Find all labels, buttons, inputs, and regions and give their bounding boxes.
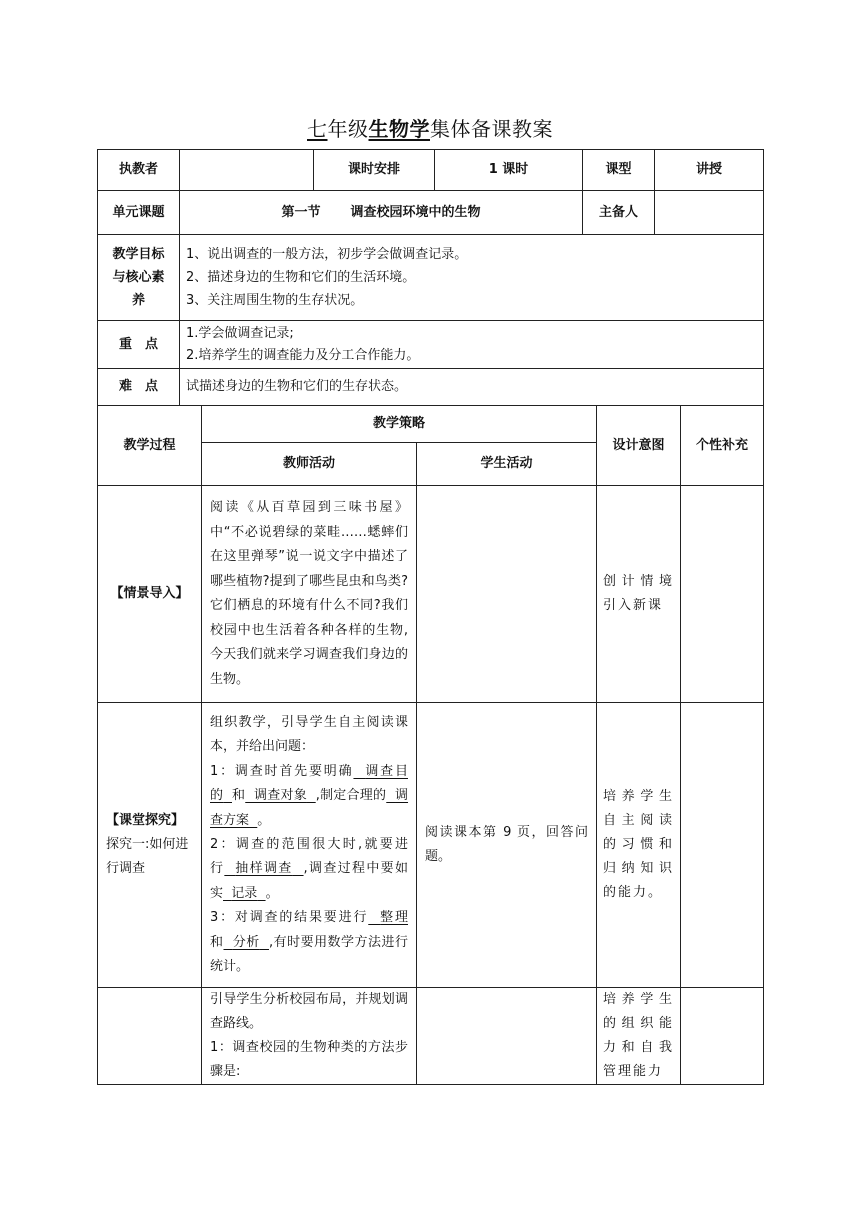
- table-row: [98, 988, 764, 1085]
- key-point-item: 1.学会做调查记录;: [186, 325, 294, 341]
- design-header: 设计意图: [597, 406, 681, 486]
- explore-design: 培养学生自主阅读的习惯和归纳知识的能力。: [597, 703, 681, 988]
- preparer-value: [655, 191, 764, 235]
- goal-item: 2、描述身边的生物和它们的生活环境。: [186, 270, 416, 285]
- title-subject: 生物学: [368, 117, 430, 141]
- unit-label: 单元课题: [98, 191, 180, 235]
- explore-teacher-q1: 1：调查时首先要明确 调查目的 和 调查对象 ,制定合理的 调查方案 。: [210, 763, 409, 828]
- key-points-content: [180, 321, 764, 369]
- goals-label-line2: 与核心素: [112, 270, 165, 285]
- intro-design: 创计情境引入新课: [597, 486, 681, 703]
- schedule-value: 1 课时: [435, 150, 583, 191]
- explore-personal: [681, 703, 764, 988]
- plan-teacher: [202, 988, 417, 1085]
- explore-sublabel: 探究一:如何进行调查: [106, 837, 189, 877]
- key-point-item: 2.培养学生的调查能力及分工合作能力。: [186, 347, 420, 363]
- process-table: [97, 405, 764, 1085]
- plan-personal: [681, 988, 764, 1085]
- plan-student: [417, 988, 597, 1085]
- intro-label: 【情景导入】: [98, 486, 202, 703]
- explore-label: 【课堂探究】: [106, 813, 185, 829]
- key-points-label: 重 点: [98, 321, 180, 369]
- table-row: [98, 486, 764, 703]
- unit-title-cell: [180, 191, 583, 235]
- difficulty-content: 试描述身边的生物和它们的生存状态。: [180, 369, 764, 406]
- schedule-label: 课时安排: [314, 150, 435, 191]
- explore-teacher: [202, 703, 417, 988]
- title-grade: 年级: [327, 117, 369, 141]
- explore-teacher-q2: 2：调查的范围很大时,就要进行 抽样调查 ,调查过程中要如实 记录 。: [210, 837, 408, 901]
- goal-item: 1、说出调查的一般方法，初步学会做调查记录。: [186, 247, 468, 262]
- type-label: 课型: [583, 150, 655, 191]
- plan-teacher-q1: 1：调查校园的生物种类的方法步骤是:: [210, 1040, 408, 1080]
- goals-label-line3: 养: [131, 293, 145, 308]
- goals-content: [180, 235, 764, 321]
- table-row: [98, 703, 764, 988]
- plan-label: [98, 988, 202, 1085]
- title-suffix: 集体备课教案: [430, 117, 553, 141]
- goals-label: [98, 235, 180, 321]
- teacher-label: 执教者: [98, 150, 180, 191]
- goals-label-line1: 教学目标: [112, 247, 165, 262]
- process-header: 教学过程: [98, 406, 202, 486]
- intro-personal: [681, 486, 764, 703]
- explore-teacher-q3: 3：对调查的结果要进行 整理和 分析 ,有时要用数学方法进行统计。: [210, 910, 408, 975]
- plan-design: 培养学生的组织能力和自我管理能力: [597, 988, 681, 1085]
- preparer-label: 主备人: [583, 191, 655, 235]
- unit-title: 调查校园环境中的生物: [350, 204, 481, 220]
- header-table: [97, 149, 764, 406]
- difficulty-label: 难 点: [98, 369, 180, 406]
- plan-teacher-intro: 引导学生分析校园布局，并规划调查路线。: [210, 992, 408, 1032]
- personal-header: 个性补充: [681, 406, 764, 486]
- teacher-activity-header: 教师活动: [202, 443, 417, 486]
- explore-student: 阅读课本第 9 页，回答问题。: [417, 703, 597, 988]
- type-value: 讲授: [655, 150, 764, 191]
- student-activity-header: 学生活动: [417, 443, 597, 486]
- page-title: [0, 113, 860, 142]
- unit-section: 第一节: [281, 204, 321, 220]
- explore-label-cell: [98, 703, 202, 988]
- goal-item: 3、关注周围生物的生存状况。: [186, 293, 364, 308]
- teacher-value: [180, 150, 314, 191]
- strategy-header: 教学策略: [202, 406, 597, 443]
- intro-student: [417, 486, 597, 703]
- explore-teacher-intro: 组织教学，引导学生自主阅读课本，并给出问题：: [210, 715, 408, 755]
- title-grade-prefix: 七: [307, 117, 328, 141]
- intro-teacher: 阅读《从百草园到三味书屋》中“不必说碧绿的菜畦……蟋蟀们在这里弹琴”说一说文字中描述了哪些植物?提到了哪些昆虫和鸟类?它们栖息的环境有什么不同?我们校园中也生活着各种各样的生物,今天我们就来学习调查我们身边的生物。: [202, 486, 417, 703]
